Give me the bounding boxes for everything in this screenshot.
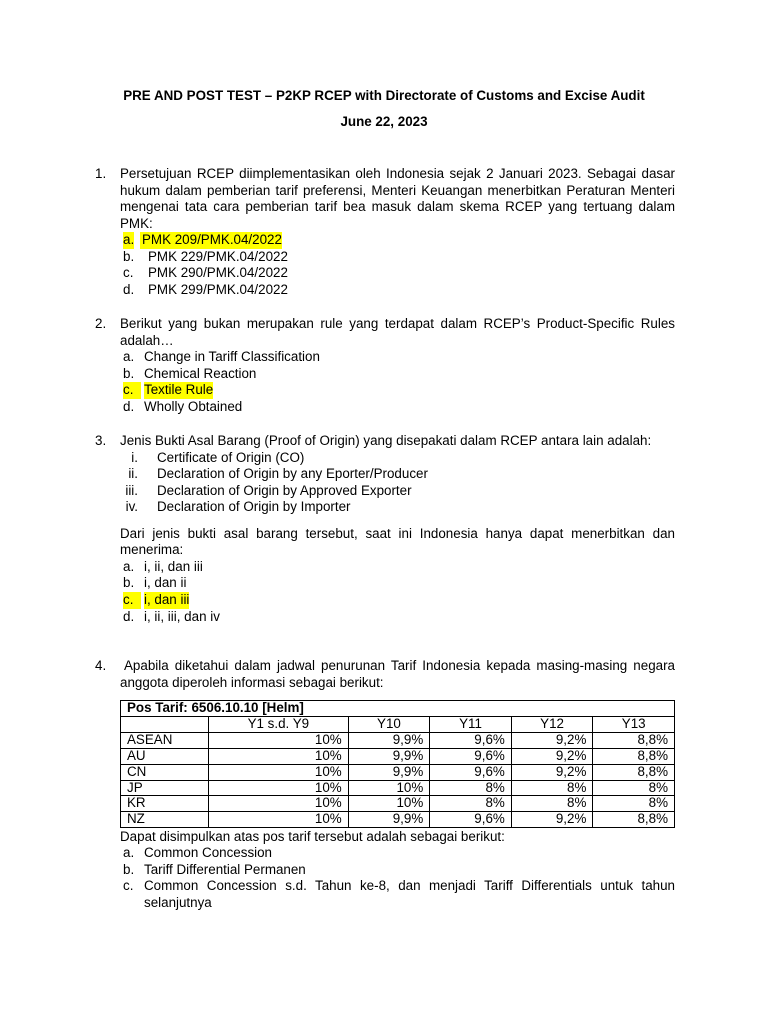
question-text: Persetujuan RCEP diimplementasikan oleh Indonesia sejak 2 Januari 2023. Sebagai dasar hukum dalam pemberian tarif preferensi, Menteri Keuangan menerbitkan Peraturan Menteri mengenai tata cara pemberian tarif bea masuk dalam skema RCEP yang tertuang dalam PMK: (120, 166, 675, 231)
table-row (121, 780, 675, 796)
column-header: Y10 (348, 716, 430, 732)
table-cell: 8% (593, 780, 675, 796)
table-cell: 9,6% (430, 748, 512, 764)
table-caption: Pos Tarif: 6506.10.10 [Helm] (121, 701, 675, 717)
option-a (120, 845, 675, 862)
table-cell: 8,8% (593, 812, 675, 828)
question-3 (95, 433, 675, 625)
option-list (120, 349, 675, 415)
option-label: b. (123, 365, 135, 381)
option-label: b. (123, 861, 135, 877)
item-label: i. (131, 449, 138, 465)
table-row (121, 764, 675, 780)
option-d (120, 282, 675, 299)
list-item (120, 483, 675, 500)
option-text: Common Concession s.d. Tahun ke-8, dan menjadi Tariff Differentials untuk tahun selanjutnya (144, 878, 675, 910)
question-text: Berikut yang bukan merupakan rule yang terdapat dalam RCEP’s Product-Specific Rules adalah… (120, 316, 675, 348)
option-a (120, 559, 675, 576)
option-c (120, 382, 675, 399)
table-cell: 8,8% (593, 748, 675, 764)
table-cell: 9,9% (348, 732, 430, 748)
table-cell: 8% (430, 796, 512, 812)
table-row (121, 796, 675, 812)
question-4 (95, 658, 675, 691)
question-text: Jenis Bukti Asal Barang (Proof of Origin) yang disepakati dalam RCEP antara lain adalah: (120, 433, 652, 448)
option-text: Change in Tariff Classification (144, 349, 320, 364)
table-cell: 10% (348, 796, 430, 812)
table-header-row (121, 716, 675, 732)
option-label: a. (123, 558, 135, 574)
column-header: Y11 (430, 716, 512, 732)
question-number: 1. (95, 166, 107, 181)
question-4-conclusion (95, 829, 675, 911)
question-number: 3. (95, 433, 107, 448)
document-title: PRE AND POST TEST – P2KP RCEP with Directorate of Customs and Excise Audit (123, 88, 645, 103)
column-header: Y1 s.d. Y9 (209, 716, 349, 732)
list-item (120, 499, 675, 516)
item-label: ii. (128, 466, 138, 482)
option-text: PMK 290/PMK.04/2022 (148, 265, 288, 281)
question-text: Apabila diketahui dalam jadwal penurunan Tarif Indonesia kepada masing-masing negara anggota diperoleh informasi sebagai berikut: (120, 658, 675, 690)
option-label: c. (123, 382, 141, 399)
option-a (120, 232, 675, 249)
table-cell: KR (121, 796, 209, 812)
table-cell: 10% (209, 796, 349, 812)
list-item (120, 450, 675, 467)
column-header: Y13 (593, 716, 675, 732)
option-text: Chemical Reaction (144, 365, 257, 381)
table-cell: JP (121, 780, 209, 796)
question-followup: Dapat disimpulkan atas pos tarif tersebut adalah sebagai berikut: (120, 829, 505, 844)
option-text: Common Concession (144, 845, 273, 860)
table-cell: 9,2% (511, 812, 593, 828)
table-cell: 10% (209, 764, 349, 780)
option-label: a. (123, 845, 135, 860)
option-label: b. (123, 575, 135, 591)
table-cell: 10% (209, 748, 349, 764)
option-text: PMK 229/PMK.04/2022 (148, 248, 288, 264)
table-cell: 10% (209, 780, 349, 796)
option-text-answer: PMK 209/PMK.04/2022 (142, 232, 282, 247)
option-text-answer: i, dan iii (144, 592, 190, 608)
option-b (120, 366, 675, 383)
table-cell: 8% (593, 796, 675, 812)
option-label: c. (123, 878, 134, 894)
option-text: PMK 299/PMK.04/2022 (148, 281, 288, 297)
table-cell: 9,6% (430, 732, 512, 748)
option-text: i, ii, dan iii (144, 558, 203, 574)
question-number: 4. (95, 658, 107, 673)
table-row (121, 748, 675, 764)
roman-list (120, 450, 675, 516)
table-cell: 9,2% (511, 748, 593, 764)
question-1 (95, 166, 675, 298)
option-label: c. (123, 265, 134, 281)
table-cell: 8% (511, 796, 593, 812)
option-text-answer: Textile Rule (144, 382, 214, 398)
option-label: d. (123, 608, 135, 624)
option-list (120, 845, 675, 911)
option-label: a. (123, 349, 135, 364)
document-date: June 22, 2023 (340, 114, 428, 129)
table-row (121, 812, 675, 828)
table-cell: ASEAN (121, 732, 209, 748)
column-header (121, 716, 209, 732)
option-label: c. (123, 592, 141, 609)
option-c (120, 265, 675, 282)
option-c (120, 592, 675, 609)
option-d (120, 399, 675, 416)
table-cell: AU (121, 748, 209, 764)
table-cell: CN (121, 764, 209, 780)
table-cell: 10% (348, 780, 430, 796)
option-a (120, 349, 675, 366)
option-label: a. (123, 232, 135, 247)
option-text: Tariff Differential Permanen (144, 861, 306, 877)
option-text: i, dan ii (144, 575, 187, 591)
item-text: Certificate of Origin (CO) (157, 449, 305, 465)
option-b (120, 575, 675, 592)
table-cell: 9,6% (430, 812, 512, 828)
option-text: i, ii, iii, dan iv (144, 608, 220, 624)
table-cell: 9,6% (430, 764, 512, 780)
option-list (120, 559, 675, 625)
item-text: Declaration of Origin by Approved Exporter (157, 482, 412, 498)
option-b (120, 862, 675, 879)
item-text: Declaration of Origin by any Eporter/Producer (157, 466, 428, 482)
question-number: 2. (95, 316, 107, 331)
table-caption-row (121, 701, 675, 717)
table-cell: 9,2% (511, 732, 593, 748)
table-cell: 8,8% (593, 732, 675, 748)
option-label: d. (123, 398, 135, 414)
column-header: Y12 (511, 716, 593, 732)
tariff-table (120, 700, 675, 828)
table-cell: 9,9% (348, 748, 430, 764)
table-cell: NZ (121, 812, 209, 828)
list-item (120, 466, 675, 483)
table-cell: 9,9% (348, 812, 430, 828)
option-c (120, 878, 675, 911)
question-2 (95, 316, 675, 415)
option-text: Wholly Obtained (144, 398, 243, 414)
table-cell: 9,2% (511, 764, 593, 780)
table-row (121, 732, 675, 748)
question-followup: Dari jenis bukti asal barang tersebut, saat ini Indonesia hanya dapat menerbitkan dan menerima: (120, 525, 675, 558)
table-cell: 9,9% (348, 764, 430, 780)
option-list (120, 232, 675, 298)
item-label: iv. (125, 499, 138, 515)
table-cell: 10% (209, 812, 349, 828)
option-label: d. (123, 281, 135, 297)
option-label: b. (123, 248, 135, 264)
item-label: iii. (125, 482, 138, 498)
table-cell: 8% (511, 780, 593, 796)
option-d (120, 609, 675, 626)
table-cell: 10% (209, 732, 349, 748)
table-cell: 8% (430, 780, 512, 796)
option-b (120, 249, 675, 266)
item-text: Declaration of Origin by Importer (157, 499, 351, 515)
table-cell: 8,8% (593, 764, 675, 780)
